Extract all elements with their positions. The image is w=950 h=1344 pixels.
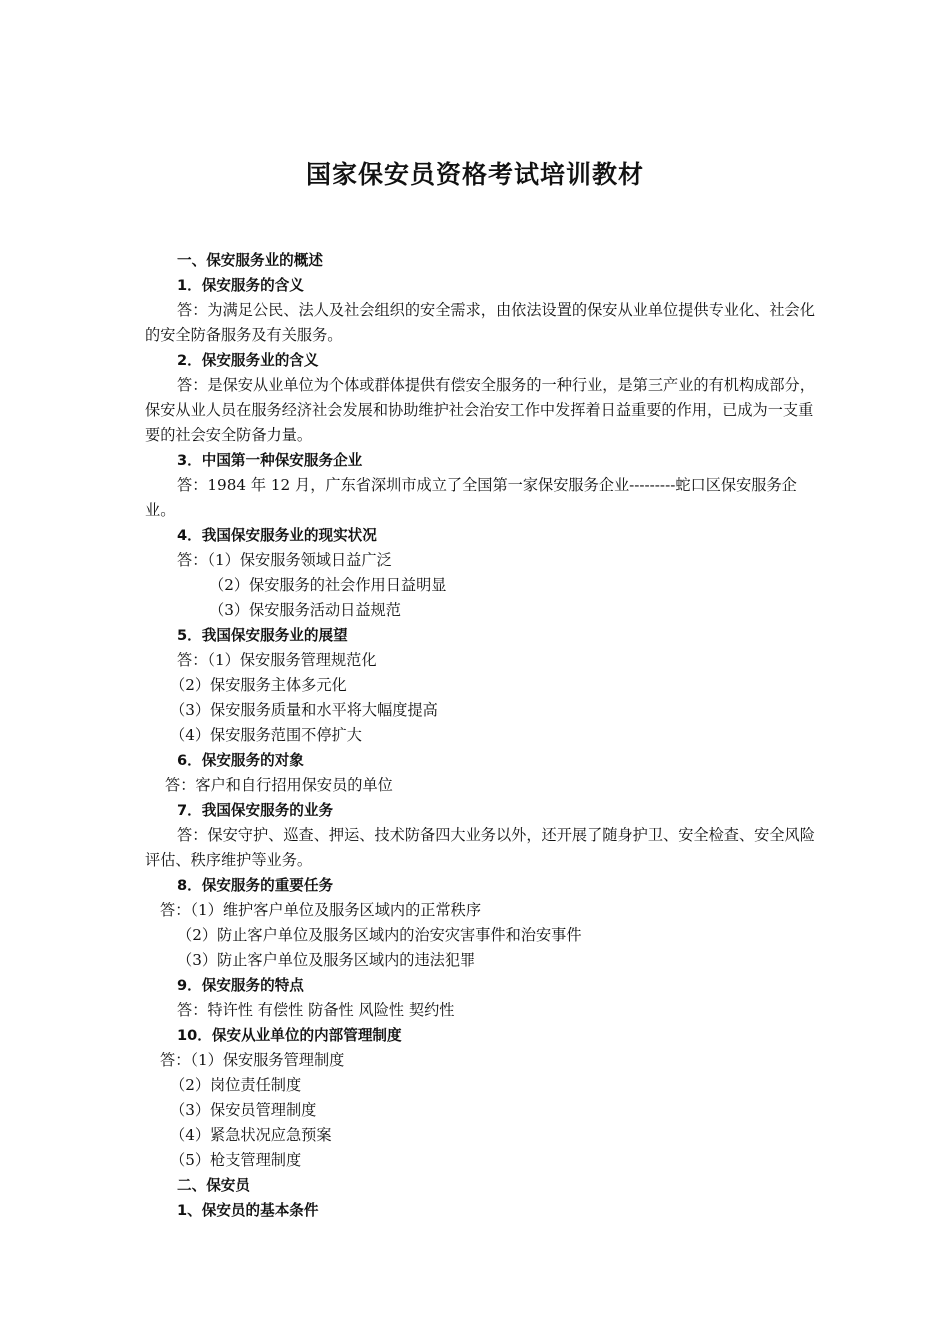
question-heading: 1．保安服务的含义 bbox=[177, 277, 304, 294]
answer-paragraph: 答：是保安从业单位为个体或群体提供有偿安全服务的一种行业，是第三产业的有机构成部分，保安从业人员在服务经济社会发展和协助维护社会治安工作中发挥着日益重要的作用，已成为一支重要的社会安全防备力量。 bbox=[145, 376, 815, 444]
question-heading: 5．我国保安服务业的展望 bbox=[177, 627, 348, 644]
answer-paragraph: 答：保安守护、巡查、押运、技术防备四大业务以外，还开展了随身护卫、安全检查、安全风险评估、秩序维护等业务。 bbox=[145, 826, 815, 869]
answer-line: （3）保安服务质量和水平将大幅度提高 bbox=[170, 701, 438, 719]
answer-line: 答：（1）保安服务管理规范化 bbox=[177, 651, 377, 669]
question-heading: 6．保安服务的对象 bbox=[177, 752, 304, 769]
answer-line: 答：特许性 有偿性 防备性 风险性 契约性 bbox=[177, 1001, 455, 1019]
answer-line: （2）防止客户单位及服务区域内的治安灾害事件和治安事件 bbox=[177, 926, 582, 944]
question-heading: 4．我国保安服务业的现实状况 bbox=[177, 527, 377, 544]
answer-line: （5）枪支管理制度 bbox=[170, 1151, 302, 1169]
question-heading: 2．保安服务业的含义 bbox=[177, 352, 319, 369]
answer-line: 答：（1）维护客户单位及服务区域内的正常秩序 bbox=[160, 901, 482, 919]
question-heading: 7．我国保安服务的业务 bbox=[177, 802, 334, 819]
question-heading: 3．中国第一种保安服务企业 bbox=[177, 452, 363, 469]
document-body bbox=[145, 248, 817, 1223]
question-heading: 9．保安服务的特点 bbox=[177, 977, 304, 994]
section-heading: 一、保安服务业的概述 bbox=[177, 252, 323, 269]
answer-line: （2）保安服务主体多元化 bbox=[170, 676, 347, 694]
answer-paragraph: 答：为满足公民、法人及社会组织的安全需求，由依法设置的保安从业单位提供专业化、社会化的安全防备服务及有关服务。 bbox=[145, 301, 815, 344]
question-heading: 1、保安员的基本条件 bbox=[177, 1202, 319, 1219]
document-title: 国家保安员资格考试培训教材 bbox=[305, 160, 644, 189]
answer-line: （3）保安员管理制度 bbox=[170, 1101, 317, 1119]
answer-line: （3）防止客户单位及服务区域内的违法犯罪 bbox=[177, 951, 476, 969]
section-heading: 二、保安员 bbox=[177, 1177, 250, 1194]
answer-line: 答：（1）保安服务领域日益广泛 bbox=[177, 551, 392, 569]
question-heading: 8．保安服务的重要任务 bbox=[177, 877, 334, 894]
answer-line: （3）保安服务活动日益规范 bbox=[209, 601, 401, 619]
answer-line: （4）紧急状况应急预案 bbox=[170, 1126, 332, 1144]
answer-line: （2）保安服务的社会作用日益明显 bbox=[209, 576, 447, 594]
answer-line: 答：（1）保安服务管理制度 bbox=[160, 1051, 345, 1069]
answer-line: （4）保安服务范围不停扩大 bbox=[170, 726, 362, 744]
answer-paragraph: 答：1984 年 12 月，广东省深圳市成立了全国第一家保安服务企业---------蛇口区保安服务企业。 bbox=[145, 476, 797, 519]
answer-line: （2）岗位责任制度 bbox=[170, 1076, 302, 1094]
question-heading: 10．保安从业单位的内部管理制度 bbox=[177, 1027, 402, 1044]
answer-line: 答：客户和自行招用保安员的单位 bbox=[165, 776, 393, 794]
